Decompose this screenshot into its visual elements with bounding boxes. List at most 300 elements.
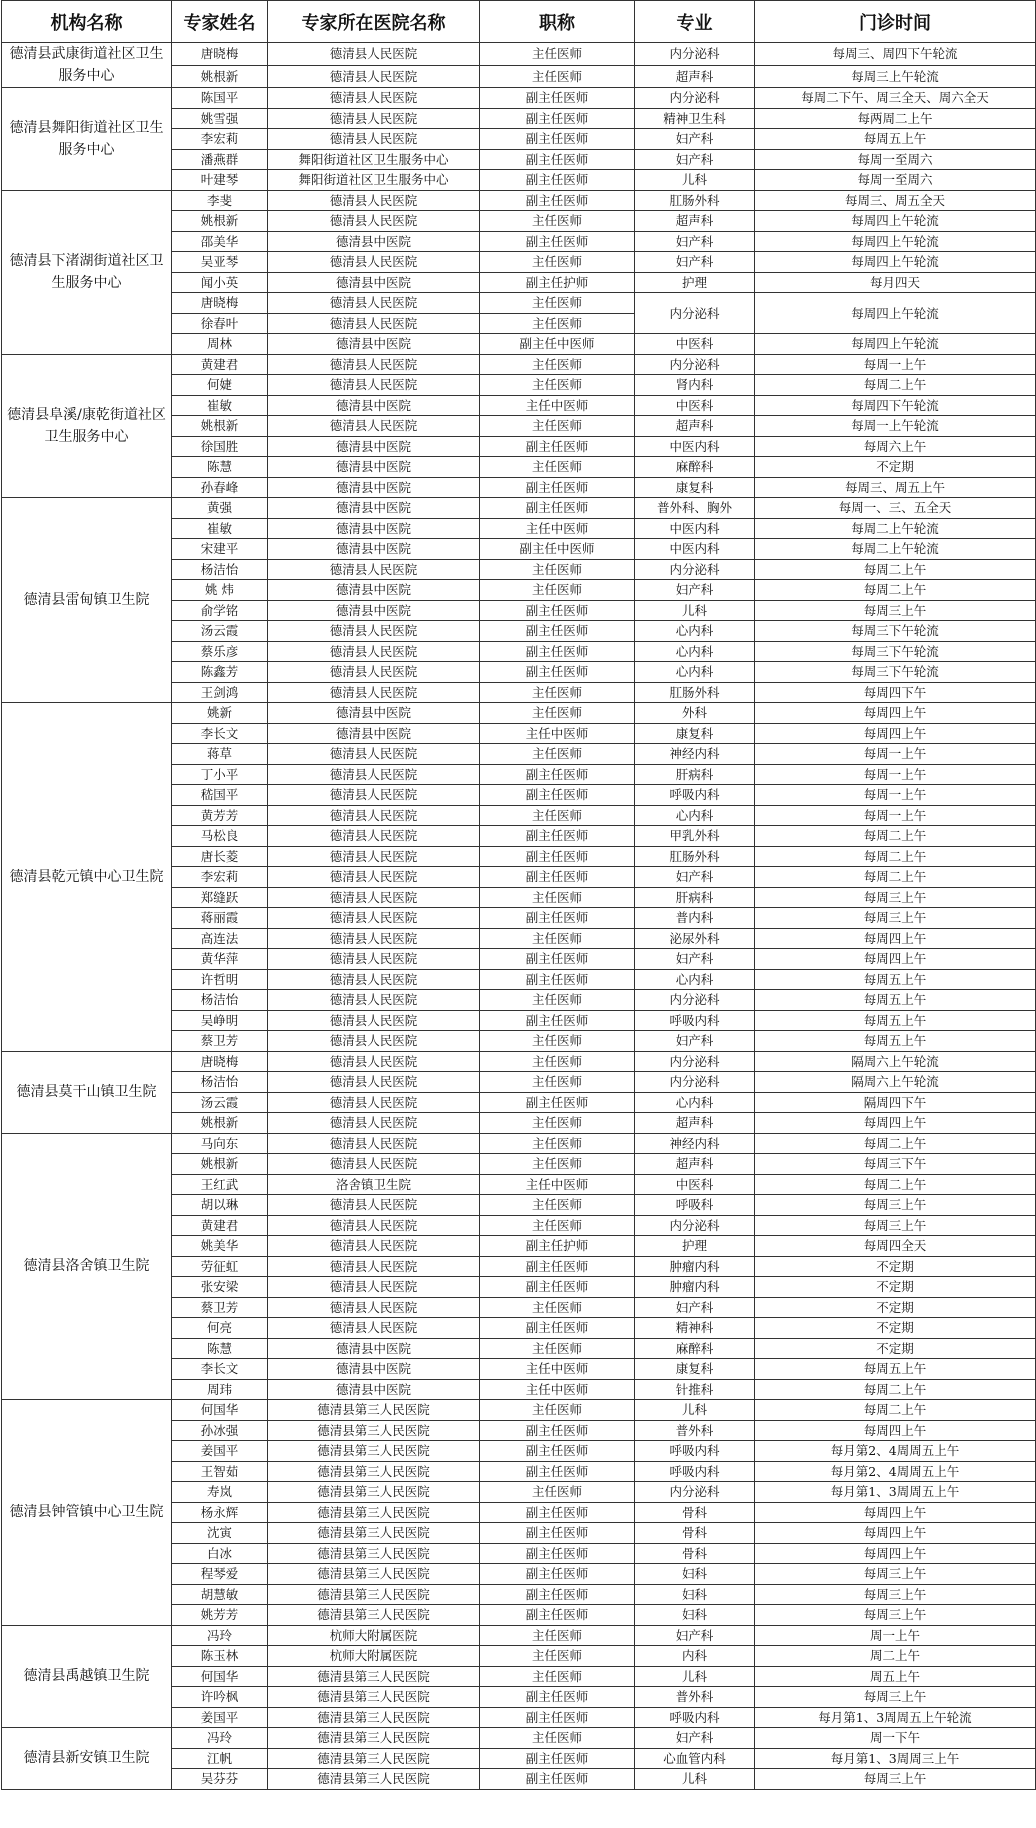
job-title: 主任医师: [480, 682, 635, 703]
table-row: [2, 1625, 1036, 1646]
job-title: 副主任医师: [480, 621, 635, 642]
clinic-time: 每周四上午轮流: [755, 334, 1036, 355]
expert-name: 陈国平: [172, 88, 268, 109]
expert-name: 唐晓梅: [172, 43, 268, 66]
expert-name: 吴亚琴: [172, 252, 268, 273]
specialty: 心内科: [635, 662, 755, 683]
expert-name: 张安梁: [172, 1277, 268, 1298]
specialty: 肾内科: [635, 375, 755, 396]
job-title: 主任医师: [480, 211, 635, 232]
job-title: 主任医师: [480, 703, 635, 724]
specialty: 普外科: [635, 1687, 755, 1708]
job-title: 主任中医师: [480, 723, 635, 744]
hospital-name: 德清县人民医院: [268, 867, 480, 888]
job-title: 副主任护师: [480, 1236, 635, 1257]
table-row: [2, 703, 1036, 724]
hospital-name: 德清县中医院: [268, 436, 480, 457]
hospital-name: 德清县第三人民医院: [268, 1523, 480, 1544]
job-title: 主任医师: [480, 457, 635, 478]
expert-name: 宋建平: [172, 539, 268, 560]
specialty: 心内科: [635, 969, 755, 990]
clinic-time: 每周四上午轮流: [755, 211, 1036, 232]
job-title: 副主任医师: [480, 129, 635, 150]
hospital-name: 杭师大附属医院: [268, 1625, 480, 1646]
expert-name: 孙冰强: [172, 1420, 268, 1441]
specialty: 超声科: [635, 416, 755, 437]
specialty: 妇产科: [635, 580, 755, 601]
hospital-name: 德清县人民医院: [268, 641, 480, 662]
hospital-name: 德清县人民医院: [268, 846, 480, 867]
specialty: 超声科: [635, 1113, 755, 1134]
clinic-time: 不定期: [755, 1338, 1036, 1359]
hospital-name: 德清县人民医院: [268, 1010, 480, 1031]
hospital-name: 德清县人民医院: [268, 928, 480, 949]
job-title: 副主任医师: [480, 867, 635, 888]
job-title: 副主任医师: [480, 170, 635, 191]
clinic-time: 每周三下午轮流: [755, 641, 1036, 662]
header-expert: 专家姓名: [172, 1, 268, 43]
clinic-time: 周二上午: [755, 1646, 1036, 1667]
clinic-time: 每周四上午: [755, 1543, 1036, 1564]
expert-name: 崔敏: [172, 518, 268, 539]
job-title: 主任中医师: [480, 1174, 635, 1195]
specialty: 内分泌科: [635, 43, 755, 66]
expert-name: 高连法: [172, 928, 268, 949]
specialty: 骨科: [635, 1502, 755, 1523]
expert-name: 李长文: [172, 723, 268, 744]
specialty: 妇科: [635, 1564, 755, 1585]
specialty: 心内科: [635, 805, 755, 826]
hospital-name: 德清县第三人民医院: [268, 1769, 480, 1790]
expert-name: 姚根新: [172, 1113, 268, 1134]
clinic-time: 不定期: [755, 1318, 1036, 1339]
hospital-name: 德清县中医院: [268, 539, 480, 560]
hospital-name: 德清县中医院: [268, 477, 480, 498]
clinic-time: 每周二上午: [755, 1174, 1036, 1195]
expert-name: 王智茹: [172, 1461, 268, 1482]
job-title: 主任医师: [480, 252, 635, 273]
specialty: 骨科: [635, 1543, 755, 1564]
clinic-time: 每周五上午: [755, 129, 1036, 150]
header-row: [2, 1, 1036, 43]
clinic-time: 每周四上午轮流: [755, 231, 1036, 252]
hospital-name: 德清县中医院: [268, 498, 480, 519]
specialty: 精神科: [635, 1318, 755, 1339]
expert-name: 冯玲: [172, 1728, 268, 1749]
hospital-name: 舞阳街道社区卫生服务中心: [268, 170, 480, 191]
clinic-time: 每周五上午: [755, 1031, 1036, 1052]
expert-name: 姚新: [172, 703, 268, 724]
clinic-time: 不定期: [755, 1256, 1036, 1277]
hospital-name: 德清县人民医院: [268, 375, 480, 396]
job-title: 主任医师: [480, 744, 635, 765]
hospital-name: 德清县第三人民医院: [268, 1666, 480, 1687]
specialty: 针推科: [635, 1379, 755, 1400]
job-title: 副主任护师: [480, 272, 635, 293]
clinic-time: 每周一、三、五全天: [755, 498, 1036, 519]
hospital-name: 德清县人民医院: [268, 1154, 480, 1175]
job-title: 副主任医师: [480, 600, 635, 621]
table-row: [2, 1133, 1036, 1154]
job-title: 副主任医师: [480, 949, 635, 970]
clinic-time: 每周三下午轮流: [755, 621, 1036, 642]
hospital-name: 德清县第三人民医院: [268, 1687, 480, 1708]
job-title: 副主任医师: [480, 1502, 635, 1523]
specialty: 超声科: [635, 211, 755, 232]
specialty: 超声科: [635, 65, 755, 88]
job-title: 副主任医师: [480, 1461, 635, 1482]
table-row: [2, 354, 1036, 375]
header-specialty: 专业: [635, 1, 755, 43]
expert-name: 劳征虹: [172, 1256, 268, 1277]
specialty: 妇产科: [635, 149, 755, 170]
expert-name: 吴峥明: [172, 1010, 268, 1031]
clinic-time: 每周三上午: [755, 887, 1036, 908]
specialty: 护理: [635, 1236, 755, 1257]
clinic-time: 每周一上午: [755, 354, 1036, 375]
expert-name: 胡慧敏: [172, 1584, 268, 1605]
job-title: 副主任医师: [480, 1441, 635, 1462]
specialty: 妇科: [635, 1584, 755, 1605]
clinic-time: 每两周二上午: [755, 108, 1036, 129]
specialty: 内分泌科: [635, 559, 755, 580]
job-title: 副主任医师: [480, 764, 635, 785]
clinic-time: 每周三上午: [755, 600, 1036, 621]
expert-name: 姚芳芳: [172, 1605, 268, 1626]
expert-name: 吴芬芬: [172, 1769, 268, 1790]
expert-name: 黄建君: [172, 1215, 268, 1236]
hospital-name: 德清县第三人民医院: [268, 1564, 480, 1585]
clinic-time: 每周三上午: [755, 1195, 1036, 1216]
expert-name: 姚根新: [172, 65, 268, 88]
job-title: 副主任医师: [480, 477, 635, 498]
clinic-time: 每月第1、3周周三上午: [755, 1748, 1036, 1769]
clinic-time: 每周二上午: [755, 1400, 1036, 1421]
hospital-name: 德清县人民医院: [268, 805, 480, 826]
clinic-time: 每周一上午: [755, 764, 1036, 785]
clinic-time: 每周三上午: [755, 1769, 1036, 1790]
job-title: 副主任医师: [480, 1707, 635, 1728]
specialty: 麻醉科: [635, 457, 755, 478]
clinic-time: 每周四上午: [755, 723, 1036, 744]
specialty: 心内科: [635, 1092, 755, 1113]
clinic-time: 每周四上午: [755, 703, 1036, 724]
hospital-name: 德清县第三人民医院: [268, 1605, 480, 1626]
specialty: 心内科: [635, 621, 755, 642]
expert-name: 寿岚: [172, 1482, 268, 1503]
specialty: 呼吸内科: [635, 1707, 755, 1728]
clinic-time: 每周三、周四下午轮流: [755, 43, 1036, 66]
job-title: 副主任医师: [480, 498, 635, 519]
hospital-name: 德清县人民医院: [268, 211, 480, 232]
job-title: 副主任医师: [480, 1769, 635, 1790]
job-title: 副主任医师: [480, 1277, 635, 1298]
expert-name: 黄芳芳: [172, 805, 268, 826]
job-title: 主任医师: [480, 1728, 635, 1749]
org-name: 德清县下渚湖街道社区卫生服务中心: [2, 190, 172, 354]
clinic-time: 每周二上午: [755, 375, 1036, 396]
hospital-name: 德清县第三人民医院: [268, 1543, 480, 1564]
clinic-time: 每周四全天: [755, 1236, 1036, 1257]
job-title: 副主任医师: [480, 826, 635, 847]
specialty: 肿瘤内科: [635, 1256, 755, 1277]
specialty: 肝病科: [635, 887, 755, 908]
hospital-name: 德清县人民医院: [268, 682, 480, 703]
specialty: 妇产科: [635, 129, 755, 150]
clinic-time: 每周二上午轮流: [755, 518, 1036, 539]
specialty: 心内科: [635, 641, 755, 662]
job-title: 副主任医师: [480, 1010, 635, 1031]
specialty: 普外科: [635, 1420, 755, 1441]
specialty: 妇产科: [635, 252, 755, 273]
clinic-time: 隔周六上午轮流: [755, 1072, 1036, 1093]
clinic-time: 每周四上午: [755, 1113, 1036, 1134]
clinic-time: 每周三下午: [755, 1154, 1036, 1175]
specialty: 中医科: [635, 334, 755, 355]
hospital-name: 德清县人民医院: [268, 65, 480, 88]
hospital-name: 德清县人民医院: [268, 313, 480, 334]
job-title: 主任医师: [480, 1625, 635, 1646]
expert-name: 汤云霞: [172, 621, 268, 642]
hospital-name: 德清县第三人民医院: [268, 1584, 480, 1605]
specialty: 肛肠外科: [635, 190, 755, 211]
job-title: 副主任中医师: [480, 539, 635, 560]
job-title: 主任中医师: [480, 395, 635, 416]
job-title: 副主任医师: [480, 1318, 635, 1339]
job-title: 副主任医师: [480, 231, 635, 252]
job-title: 主任医师: [480, 43, 635, 66]
hospital-name: 德清县第三人民医院: [268, 1400, 480, 1421]
clinic-time: 每周四上午: [755, 1523, 1036, 1544]
expert-name: 陈鑫芳: [172, 662, 268, 683]
job-title: 主任中医师: [480, 1379, 635, 1400]
clinic-time: 每周四上午: [755, 928, 1036, 949]
specialty: 内分泌科: [635, 1482, 755, 1503]
clinic-time: 每周五上午: [755, 990, 1036, 1011]
expert-name: 杨永辉: [172, 1502, 268, 1523]
job-title: 主任医师: [480, 313, 635, 334]
hospital-name: 德清县人民医院: [268, 43, 480, 66]
expert-name: 姜国平: [172, 1707, 268, 1728]
expert-name: 黄强: [172, 498, 268, 519]
expert-name: 杨洁怡: [172, 559, 268, 580]
org-name: 德清县乾元镇中心卫生院: [2, 703, 172, 1052]
job-title: 副主任医师: [480, 846, 635, 867]
clinic-time: 每周一上午: [755, 744, 1036, 765]
specialty: 呼吸科: [635, 1195, 755, 1216]
clinic-time: 周一上午: [755, 1625, 1036, 1646]
expert-name: 叶建琴: [172, 170, 268, 191]
expert-name: 汤云霞: [172, 1092, 268, 1113]
job-title: 副主任医师: [480, 641, 635, 662]
hospital-name: 德清县人民医院: [268, 416, 480, 437]
specialty: 外科: [635, 703, 755, 724]
hospital-name: 德清县人民医院: [268, 354, 480, 375]
job-title: 主任医师: [480, 1482, 635, 1503]
expert-name: 闻小英: [172, 272, 268, 293]
org-name: 德清县武康街道社区卫生服务中心: [2, 43, 172, 88]
specialty: 麻醉科: [635, 1338, 755, 1359]
header-org: 机构名称: [2, 1, 172, 43]
expert-name: 陈慧: [172, 1338, 268, 1359]
specialty: 肝病科: [635, 764, 755, 785]
expert-name: 马松良: [172, 826, 268, 847]
expert-name: 胡以琳: [172, 1195, 268, 1216]
clinic-time: 每月第1、3周周五上午: [755, 1482, 1036, 1503]
table-row: [2, 1728, 1036, 1749]
hospital-name: 德清县人民医院: [268, 1277, 480, 1298]
clinic-time: 每周一上午: [755, 805, 1036, 826]
clinic-time: 每周五上午: [755, 1010, 1036, 1031]
expert-name: 何亮: [172, 1318, 268, 1339]
expert-name: 唐晓梅: [172, 1051, 268, 1072]
header-hospital: 专家所在医院名称: [268, 1, 480, 43]
specialty: 肿瘤内科: [635, 1277, 755, 1298]
specialty: 儿科: [635, 170, 755, 191]
hospital-name: 德清县中医院: [268, 1338, 480, 1359]
hospital-name: 杭师大附属医院: [268, 1646, 480, 1667]
table-row: [2, 43, 1036, 66]
hospital-name: 德清县人民医院: [268, 785, 480, 806]
job-title: 副主任医师: [480, 436, 635, 457]
specialty: 普外科、胸外: [635, 498, 755, 519]
clinic-time: 每周三、周五全天: [755, 190, 1036, 211]
hospital-name: 德清县人民医院: [268, 1318, 480, 1339]
job-title: 主任医师: [480, 928, 635, 949]
expert-name: 丁小平: [172, 764, 268, 785]
specialty: 内分泌科: [635, 88, 755, 109]
specialty: 呼吸内科: [635, 1441, 755, 1462]
hospital-name: 德清县人民医院: [268, 559, 480, 580]
expert-name: 唐晓梅: [172, 293, 268, 314]
hospital-name: 德清县人民医院: [268, 887, 480, 908]
job-title: 副主任医师: [480, 1543, 635, 1564]
hospital-name: 德清县人民医院: [268, 129, 480, 150]
specialty: 康复科: [635, 1359, 755, 1380]
job-title: 副主任医师: [480, 662, 635, 683]
specialty: 妇产科: [635, 1297, 755, 1318]
expert-name: 邵美华: [172, 231, 268, 252]
clinic-time: 每周五上午: [755, 1359, 1036, 1380]
specialty: 妇产科: [635, 1728, 755, 1749]
job-title: 副主任医师: [480, 1564, 635, 1585]
hospital-name: 德清县人民医院: [268, 1072, 480, 1093]
specialty: 内科: [635, 1646, 755, 1667]
hospital-name: 德清县人民医院: [268, 1236, 480, 1257]
expert-name: 姚雪强: [172, 108, 268, 129]
expert-name: 何国华: [172, 1666, 268, 1687]
hospital-name: 德清县人民医院: [268, 190, 480, 211]
clinic-time: 每周二上午: [755, 1133, 1036, 1154]
hospital-name: 德清县中医院: [268, 395, 480, 416]
hospital-name: 德清县人民医院: [268, 88, 480, 109]
specialty: 儿科: [635, 600, 755, 621]
org-name: 德清县洛舍镇卫生院: [2, 1133, 172, 1400]
expert-name: 崔敏: [172, 395, 268, 416]
clinic-time: 每周三下午轮流: [755, 662, 1036, 683]
clinic-time: 每周二上午: [755, 867, 1036, 888]
hospital-name: 德清县人民医院: [268, 1215, 480, 1236]
specialty: 内分泌科: [635, 354, 755, 375]
expert-name: 蔡卫芳: [172, 1031, 268, 1052]
expert-name: 李宏莉: [172, 129, 268, 150]
job-title: 主任中医师: [480, 1359, 635, 1380]
specialty: 心血管内科: [635, 1748, 755, 1769]
clinic-time: 每周一上午轮流: [755, 416, 1036, 437]
clinic-time: 每周四上午: [755, 1420, 1036, 1441]
job-title: 主任医师: [480, 1154, 635, 1175]
job-title: 主任医师: [480, 375, 635, 396]
hospital-name: 德清县中医院: [268, 580, 480, 601]
table-row: [2, 1051, 1036, 1072]
expert-name: 陈慧: [172, 457, 268, 478]
clinic-time: 每周三、周五上午: [755, 477, 1036, 498]
specialty: 妇产科: [635, 949, 755, 970]
job-title: 主任医师: [480, 1031, 635, 1052]
expert-name: 姚根新: [172, 211, 268, 232]
hospital-name: 德清县第三人民医院: [268, 1502, 480, 1523]
expert-name: 唐长菱: [172, 846, 268, 867]
clinic-time: 每周三上午: [755, 1564, 1036, 1585]
specialty: 内分泌科: [635, 1051, 755, 1072]
job-title: 副主任中医师: [480, 334, 635, 355]
specialty: 儿科: [635, 1400, 755, 1421]
expert-name: 程琴爱: [172, 1564, 268, 1585]
job-title: 主任医师: [480, 416, 635, 437]
clinic-time: 每周三上午: [755, 1215, 1036, 1236]
clinic-time: 每周二上午: [755, 1379, 1036, 1400]
clinic-time: 每周四上午轮流: [755, 293, 1036, 334]
hospital-name: 德清县人民医院: [268, 293, 480, 314]
clinic-time: 周一下午: [755, 1728, 1036, 1749]
expert-name: 黄建君: [172, 354, 268, 375]
job-title: 主任医师: [480, 1400, 635, 1421]
clinic-time: 每周四下午: [755, 682, 1036, 703]
expert-name: 许吟枫: [172, 1687, 268, 1708]
job-title: 主任医师: [480, 580, 635, 601]
clinic-time: 每周三上午: [755, 1605, 1036, 1626]
specialty: 呼吸内科: [635, 1010, 755, 1031]
specialty: 内分泌科: [635, 990, 755, 1011]
hospital-name: 德清县人民医院: [268, 1133, 480, 1154]
job-title: 副主任医师: [480, 785, 635, 806]
clinic-time: 周五上午: [755, 1666, 1036, 1687]
hospital-name: 德清县中医院: [268, 231, 480, 252]
clinic-schedule-table: [1, 0, 1036, 1790]
clinic-time: 每周六上午: [755, 436, 1036, 457]
job-title: 主任医师: [480, 1215, 635, 1236]
org-name: 德清县雷甸镇卫生院: [2, 498, 172, 703]
expert-name: 蔡乐彦: [172, 641, 268, 662]
hospital-name: 德清县人民医院: [268, 1113, 480, 1134]
table-row: [2, 498, 1036, 519]
expert-name: 冯玲: [172, 1625, 268, 1646]
specialty: 内分泌科: [635, 293, 755, 334]
hospital-name: 德清县中医院: [268, 703, 480, 724]
specialty: 护理: [635, 272, 755, 293]
specialty: 甲乳外科: [635, 826, 755, 847]
table-row: [2, 190, 1036, 211]
specialty: 内分泌科: [635, 1215, 755, 1236]
clinic-time: 每月第2、4周周五上午: [755, 1441, 1036, 1462]
expert-name: 徐春叶: [172, 313, 268, 334]
clinic-time: 每周一至周六: [755, 149, 1036, 170]
hospital-name: 德清县人民医院: [268, 990, 480, 1011]
specialty: 康复科: [635, 477, 755, 498]
job-title: 副主任医师: [480, 1092, 635, 1113]
hospital-name: 德清县人民医院: [268, 1051, 480, 1072]
job-title: 主任医师: [480, 354, 635, 375]
